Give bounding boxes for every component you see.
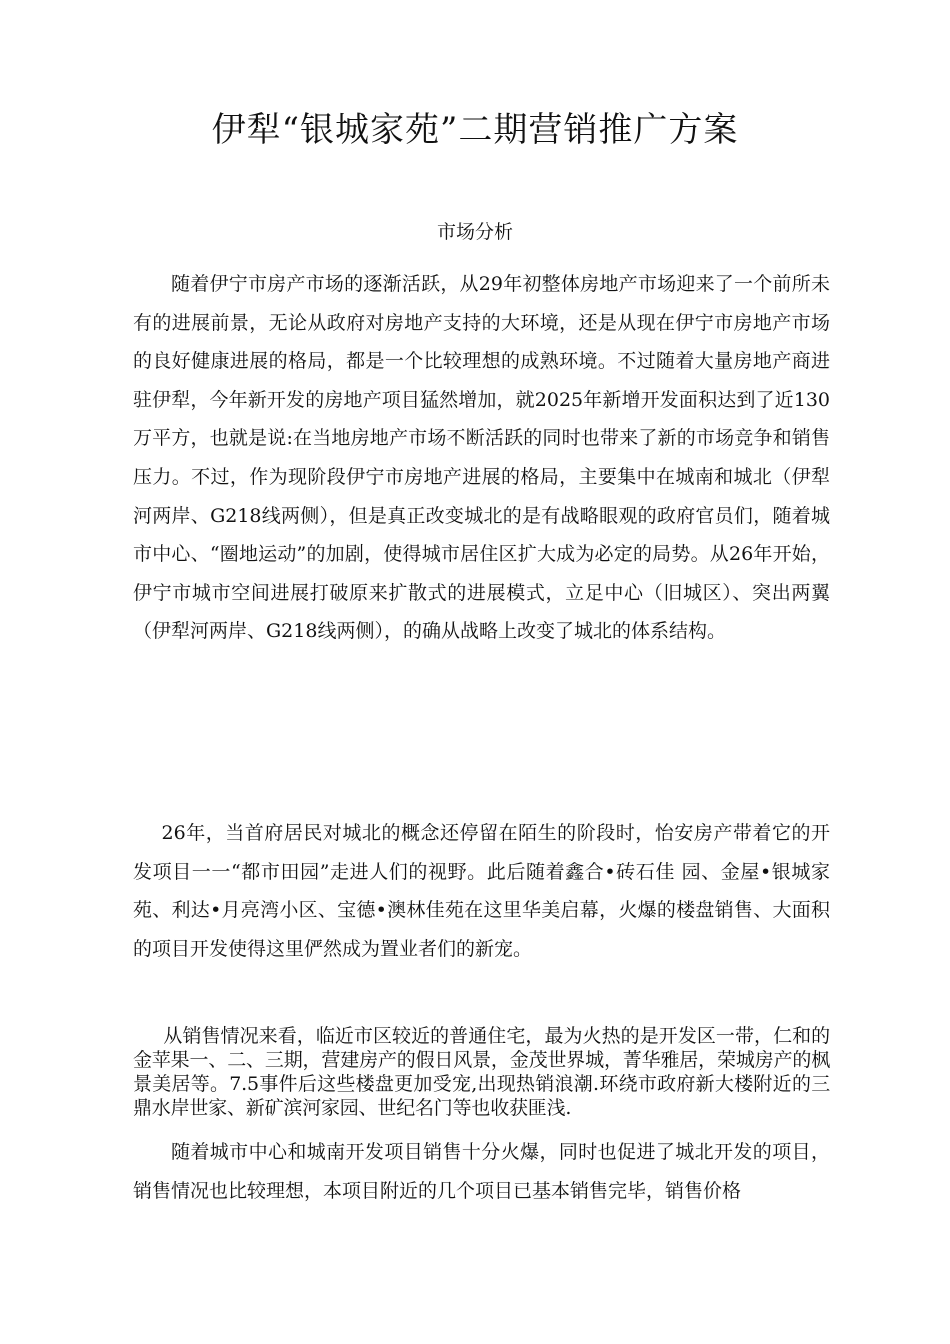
paragraph-city-north-projects: 26年，当首府居民对城北的概念还停留在陌生的阶段时，怡安房产带着它的开发项目一一“都市田园”走进人们的视野。此后随着鑫合•砖石佳 园、金屋•银城家苑、利达•月亮湾小区、宝德•澳林佳苑在这里华美启幕，火爆的楼盘销售、大面积的项目开发使得这里俨然成为置业者们的新宠。 — [133, 822, 830, 960]
document-title: 伊犁“银城家苑”二期营销推广方案 — [211, 110, 739, 150]
paragraph-north-development: 随着城市中心和城南开发项目销售十分火爆，同时也促进了城北开发的项目，销售情况也比较理想，本项目附近的几个项目已基本销售完毕，销售价格 — [133, 1141, 830, 1202]
paragraph-sales-situation: 从销售情况来看，临近市区较近的普通住宅，最为火热的是开发区一带，仁和的金苹果一、二、三期，营建房产的假日风景，金茂世界城，菁华雅居，荣城房产的枫景美居等。7.5事件后这些楼盘更加受宠,出现热销浪潮.环绕市政府新大楼附近的三鼎水岸世家、新矿滨河家园、世纪名门等也收获匪浅. — [133, 1025, 830, 1119]
section-heading: 市场分析 — [436, 221, 513, 243]
paragraph-market-overview: 随着伊宁市房产市场的逐渐活跃，从29年初整体房地产市场迎来了一个前所未有的进展前景，无论从政府对房地产支持的大环境，还是从现在伊宁市房地产市场的良好健康进展的格局，都是一个比较理想的成熟环境。不过随着大量房地产商进驻伊犁，今年新开发的房地产项目猛然增加，就2025年新增开发面积达到了近130万平方，也就是说:在当地房地产市场不断活跃的同时也带来了新的市场竞争和销售压力。不过，作为现阶段伊宁市房地产进展的格局，主要集中在城南和城北（伊犁河两岸、G218线两侧），但是真正改变城北的是有战略眼观的政府官员们，随着城市中心、“圈地运动”的加剧，使得城市居住区扩大成为必定的局势。从26年开始，伊宁市城市空间进展打破原来扩散式的进展模式，立足中心（旧城区）、突出两翼（伊犁河两岸、G218线两侧），的确从战略上改变了城北的体系结构。 — [133, 273, 830, 643]
